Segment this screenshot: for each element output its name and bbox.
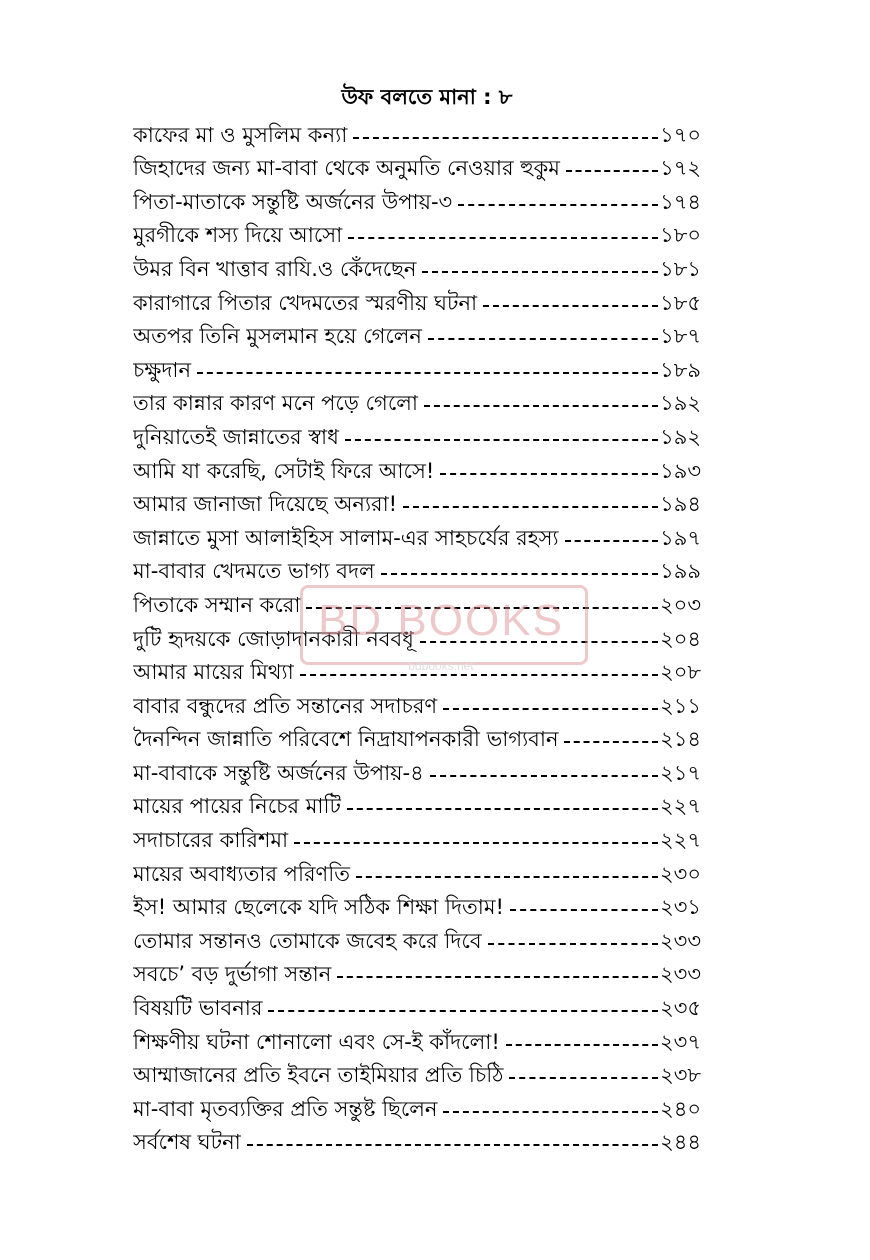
toc-entry-page: ১৮৫	[660, 290, 701, 315]
dotted-leader	[300, 674, 658, 676]
toc-entry	[133, 215, 701, 249]
toc-entry-title: মুরগীকে শস্য দিয়ে আসো	[133, 223, 343, 248]
dotted-leader	[565, 540, 658, 542]
toc-entry	[133, 618, 701, 652]
toc-entry	[133, 887, 701, 921]
toc-entry-page: ১৭৪	[660, 189, 701, 214]
toc-entry-title: সর্বশেষ ঘটনা	[133, 1130, 241, 1155]
toc-entry-page: ১৯৪	[660, 492, 701, 517]
toc-entry-title: সদাচারের কারিশমা	[133, 828, 289, 853]
toc-entry	[133, 551, 701, 585]
toc-entry-page: ২২৭	[660, 794, 701, 819]
toc-entry-page: ১৮৭	[660, 324, 701, 349]
toc-entry-title: দুটি হৃদয়কে জোড়াদানকারী নববধূ	[133, 626, 414, 651]
toc-entry	[133, 450, 701, 484]
dotted-leader	[564, 741, 658, 743]
dotted-leader	[337, 976, 658, 978]
toc-entry-title: মা-বাবার খেদমতে ভাগ্য বদল	[133, 559, 375, 584]
toc-entry-page: ১৯৩	[660, 458, 701, 483]
table-of-contents	[133, 114, 701, 1155]
toc-entry-title: জিহাদের জন্য মা-বাবা থেকে অনুমতি নেওয়ার হুকুম	[133, 156, 560, 181]
dotted-leader	[506, 1044, 658, 1046]
toc-entry-title: তোমার সন্তানও তোমাকে জবেহ করে দিবে	[133, 928, 482, 953]
dotted-leader	[348, 237, 658, 239]
toc-entry-page: ১৭২	[660, 156, 701, 181]
toc-entry	[133, 1122, 701, 1156]
toc-entry	[133, 719, 701, 753]
toc-entry-title: সবচে’ বড় দুর্ভাগা সন্তান	[133, 962, 332, 987]
dotted-leader	[443, 708, 658, 710]
toc-entry-page: ১৯২	[660, 391, 701, 416]
toc-entry-title: ইস! আমার ছেলেকে যদি সঠিক শিক্ষা দিতাম!	[133, 895, 504, 920]
dotted-leader	[430, 775, 658, 777]
toc-entry-page: ১৯৭	[660, 525, 701, 550]
toc-entry	[133, 1055, 701, 1089]
dotted-leader	[483, 305, 658, 307]
dotted-leader	[488, 943, 659, 945]
toc-entry-page: ১৮৯	[660, 357, 701, 382]
toc-entry-page: ১৯২	[660, 424, 701, 449]
toc-entry	[133, 383, 701, 417]
toc-entry-title: মা-বাবাকে সন্তুষ্টি অর্জনের উপায়-৪	[133, 760, 424, 785]
watermark-url: bdbooks.net	[408, 659, 474, 673]
toc-entry	[133, 416, 701, 450]
toc-entry-page: ২০৩	[660, 592, 701, 617]
toc-entry	[133, 954, 701, 988]
toc-entry	[133, 853, 701, 887]
toc-entry-title: পিতাকে সম্মান করো	[133, 592, 301, 617]
toc-entry-page: ২১১	[660, 693, 701, 718]
dotted-leader	[356, 876, 658, 878]
dotted-leader	[247, 1144, 658, 1146]
toc-entry-title: আমার জানাজা দিয়েছে অন্যরা!	[133, 492, 398, 517]
toc-entry	[133, 148, 701, 182]
dotted-leader	[381, 573, 658, 575]
dotted-leader	[428, 338, 658, 340]
dotted-leader	[353, 137, 658, 139]
toc-entry-title: বিষয়টি ভাবনার	[133, 996, 263, 1021]
toc-entry-page: ২৩১	[660, 895, 701, 920]
toc-entry-title: মায়ের পায়ের নিচের মাটি	[133, 794, 341, 819]
toc-entry-page: ২১৪	[660, 727, 701, 752]
toc-entry-page: ১৮১	[660, 256, 701, 281]
toc-entry-title: অতপর তিনি মুসলমান হয়ে গেলেন	[133, 324, 422, 349]
toc-entry-page: ১৮০	[660, 223, 701, 248]
dotted-leader	[294, 842, 658, 844]
toc-entry-page: ২৩৭	[660, 1029, 701, 1054]
toc-entry-page: ২১৭	[660, 760, 701, 785]
toc-entry-page: ২০৮	[660, 660, 701, 685]
toc-entry-title: মা-বাবা মৃতব্যক্তির প্রতি সন্তুষ্ট ছিলেন	[133, 1096, 438, 1121]
dotted-leader	[440, 473, 658, 475]
dotted-leader	[443, 1111, 658, 1113]
toc-entry-title: জান্নাতে মুসা আলাইহিস সালাম-এর সাহচর্যের রহস্য	[133, 525, 559, 550]
toc-entry	[133, 1021, 701, 1055]
toc-entry-title: চক্ষুদান	[133, 357, 192, 382]
toc-entry	[133, 484, 701, 518]
toc-entry-page: ১৭০	[660, 122, 701, 147]
toc-entry	[133, 282, 701, 316]
toc-entry-title: শিক্ষণীয় ঘটনা শোনালো এবং সে-ই কাঁদলো!	[133, 1029, 500, 1054]
toc-entry	[133, 517, 701, 551]
watermark-brand: BD BOOKS	[318, 596, 564, 645]
toc-entry-page: ২২৭	[660, 828, 701, 853]
toc-entry	[133, 752, 701, 786]
toc-entry-title: মায়ের অবাধ্যতার পরিণতি	[133, 861, 350, 886]
toc-entry-title: পিতা-মাতাকে সন্তুষ্টি অর্জনের উপায়-৩	[133, 189, 453, 214]
toc-entry	[133, 584, 701, 618]
toc-entry-title: দৈনন্দিন জান্নাতি পরিবেশে নিদ্রাযাপনকারী ভাগ্যবান	[133, 727, 559, 752]
toc-entry-title: আমার মায়ের মিথ্যা	[133, 660, 294, 685]
toc-entry	[133, 349, 701, 383]
toc-entry-page: ২৩০	[660, 861, 701, 886]
toc-entry-page: ১৯৯	[660, 559, 701, 584]
toc-entry-page: ২৪৪	[660, 1130, 701, 1155]
dotted-leader	[422, 271, 658, 273]
toc-entry-page: ২৩৩	[660, 962, 701, 987]
toc-entry	[133, 786, 701, 820]
toc-entry	[133, 819, 701, 853]
dotted-leader	[420, 641, 658, 643]
toc-entry-title: বাবার বন্ধুদের প্রতি সন্তানের সদাচরণ	[133, 693, 438, 718]
toc-entry	[133, 685, 701, 719]
toc-entry	[133, 652, 701, 686]
toc-entry-title: কারাগারে পিতার খেদমতের স্মরণীয় ঘটনা	[133, 290, 478, 315]
dotted-leader	[345, 439, 658, 441]
toc-entry	[133, 316, 701, 350]
dotted-leader	[268, 1010, 658, 1012]
toc-entry-title: দুনিয়াতেই জান্নাতের স্বাধ	[133, 424, 339, 449]
toc-entry-title: তার কান্নার কারণ মনে পড়ে গেলো	[133, 391, 418, 416]
dotted-leader	[566, 170, 658, 172]
dotted-leader	[306, 607, 658, 609]
dotted-leader	[347, 808, 658, 810]
dotted-leader	[509, 1077, 658, 1079]
dotted-leader	[424, 405, 658, 407]
page-header: উফ বলতে মানা : ৮	[341, 85, 513, 109]
toc-entry-page: ২০৪	[660, 626, 701, 651]
dotted-leader	[197, 372, 658, 374]
toc-entry-title: আমি যা করেছি, সেটাই ফিরে আসে!	[133, 458, 435, 483]
toc-entry-page: ২৩৮	[660, 1063, 701, 1088]
toc-entry-title: আম্মাজানের প্রতি ইবনে তাইমিয়ার প্রতি চিঠি	[133, 1063, 504, 1088]
dotted-leader	[510, 909, 658, 911]
toc-entry	[133, 987, 701, 1021]
toc-entry	[133, 114, 701, 148]
toc-entry	[133, 1088, 701, 1122]
toc-entry-page: ২৩৫	[660, 996, 701, 1021]
toc-entry-page: ২৩৩	[660, 928, 701, 953]
toc-entry	[133, 920, 701, 954]
toc-entry	[133, 181, 701, 215]
toc-entry	[133, 248, 701, 282]
dotted-leader	[458, 204, 658, 206]
dotted-leader	[403, 506, 658, 508]
toc-entry-title: উমর বিন খাত্তাব রাযি.ও কেঁদেছেন	[133, 256, 417, 281]
toc-entry-title: কাফের মা ও মুসলিম কন্যা	[133, 122, 348, 147]
toc-entry-page: ২৪০	[660, 1096, 701, 1121]
